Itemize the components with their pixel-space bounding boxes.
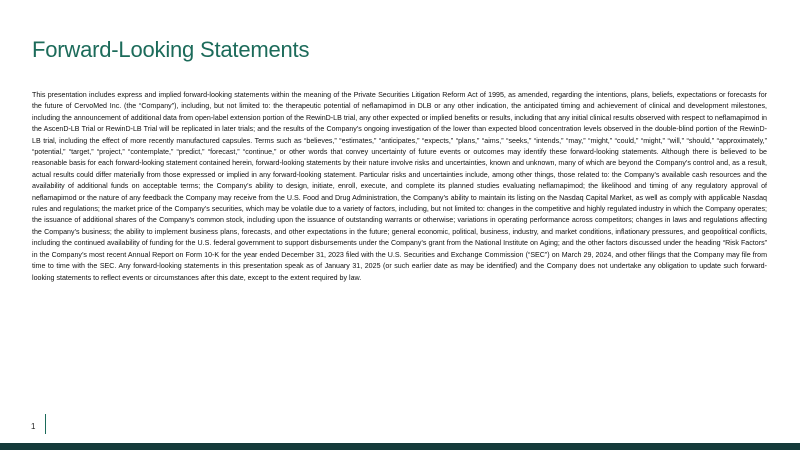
footer-bar bbox=[0, 443, 800, 450]
slide-title: Forward-Looking Statements bbox=[32, 37, 310, 62]
page-number-divider bbox=[45, 414, 46, 434]
page-number: 1 bbox=[31, 422, 36, 431]
forward-looking-statements-body: This presentation includes express and implied forward-looking statements within the meaning of the Private Securities Litigation Reform Act of 1995, as amended, regarding the intentions, plans, beliefs, expectations or forecasts for the future of CervoMed Inc. (the “Company”), including, but not limited to: the therapeutic potential of neflamapimod in DLB or any other indication, the anticipated timing and achievement of clinical and development milestones, including the announcement of additional data from open-label extension portion of the RewinD-LB trial, any other expected or implied benefits or results, including that any initial clinical results observed with respect to neflamapimod in the AscenD-LB Trial or RewinD-LB Trial will be replicated in later trials; and the results of the Company’s ongoing investigation of the lower than expected blood concentration levels observed in the double-blind portion of the RewinD-LB trial, including the effect of more recently manufactured capsules. Terms such as “believes,” “estimates,” “anticipates,” “expects,” “plans,” “aims,” “seeks,” “intends,” “may,” “might,” “could,” “might,” “will,” “should,” “approximately,” “potential,” “target,” “project,” “contemplate,” “predict,” “forecast,” “continue,” or other words that convey uncertainty of future events or outcomes may identify these forward-looking statements. Although there is believed to be reasonable basis for each forward-looking statement contained herein, forward-looking statements by their nature involve risks and uncertainties, known and unknown, many of which are beyond the Company’s control and, as a result, actual results could differ materially from those expressed or implied in any forward-looking statement. Particular risks and uncertainties include, among other things, those related to: the Company’s available cash resources and the availability of additional funds on acceptable terms; the Company’s ability to design, initiate, enroll, execute, and complete its planned studies evaluating neflamapimod; the likelihood and timing of any regulatory approval of neflamapimod or the nature of any feedback the Company may receive from the U.S. Food and Drug Administration, the Company’s ability to maintain its listing on the Nasdaq Capital Market, as well as comply with applicable Nasdaq rules and regulations; the market price of the Company’s securities, which may be volatile due to a variety of factors, including, but not limited to: changes in the competitive and highly regulated industry in which the Company operates; the issuance of additional shares of the Company’s common stock, including upon the issuance of outstanding warrants or otherwise; variations in operating performance across competitors; changes in laws and regulations affecting the Company’s business; the ability to implement business plans, forecasts, and other expectations in the future; general economic, political, business, industry, and market conditions, inflationary pressures, and geopolitical conflicts, including the continued availability of funding for the U.S. federal government to support disbursements under the Company’s grant from the National Institute on Aging; and the other factors discussed under the heading “Risk Factors” in the Company’s most recent Annual Report on Form 10-K for the year ended December 31, 2023 filed with the U.S. Securities and Exchange Commission (“SEC”) on March 29, 2024, and other filings that the Company may file from time to time with the SEC. Any forward-looking statements in this presentation speak as of January 31, 2025 (or such earlier date as may be identified) and the Company does not undertake any obligation to update such forward-looking statements to reflect events or circumstances after this date, except to the extent required by law. bbox=[32, 91, 767, 282]
